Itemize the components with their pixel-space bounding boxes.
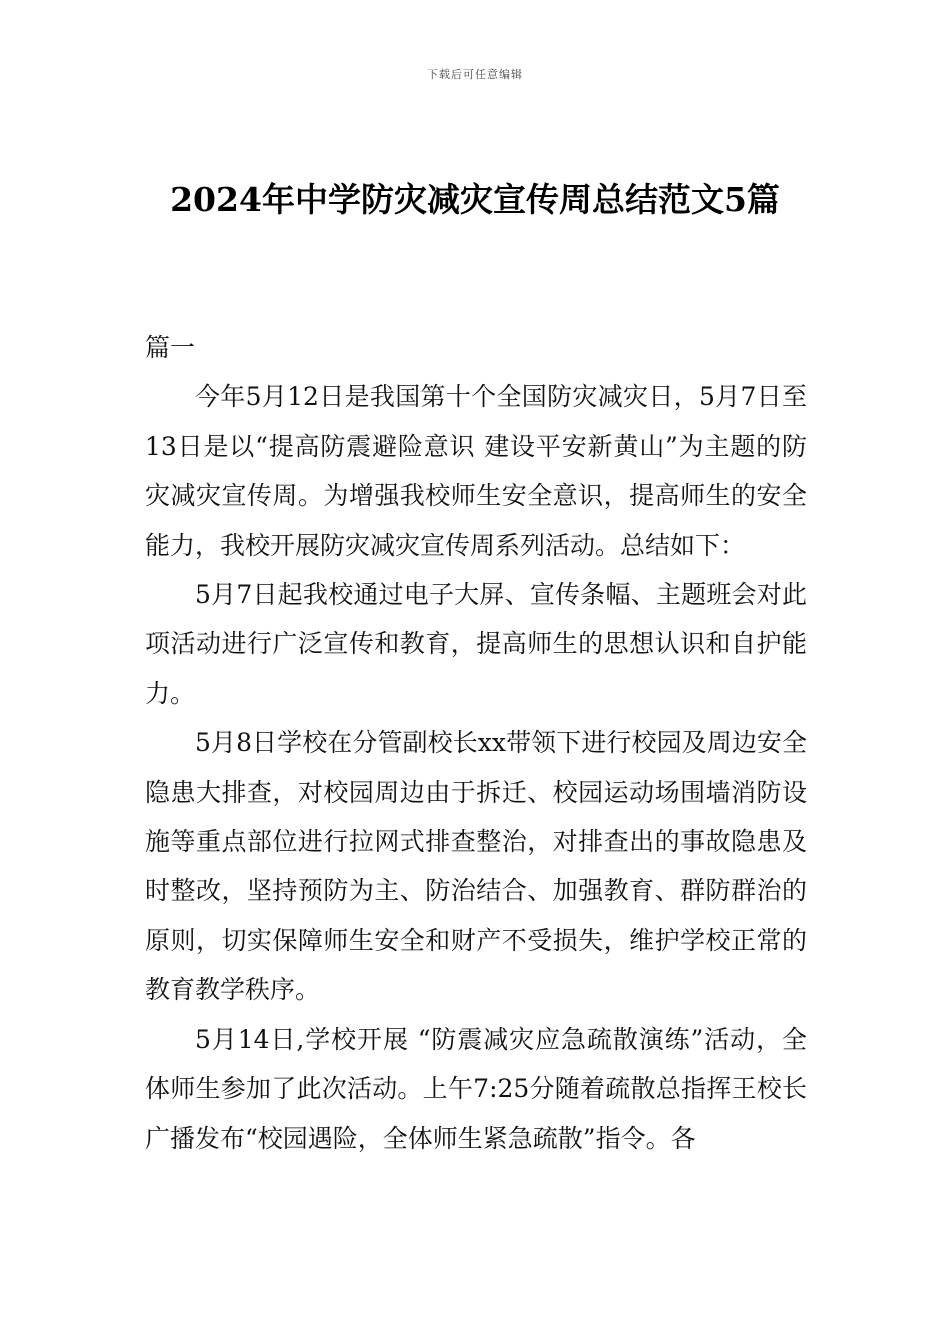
paragraph-4: 5月14日,学校开展 “防震减灾应急疏散演练”活动，全体师生参加了此次活动。上午7:25分随着疏散总指挥王校长广播发布“校园遇险，全体师生紧急疏散”指令。各 (145, 1024, 807, 1153)
paragraph-1: 今年5月12日是我国第十个全国防灾减灾日，5月7日至13日是以“提高防震避险意识 建设平安新黄山”为主题的防灾减灾宣传周。为增强我校师生安全意识，提高师生的安全能力，我校开展防灾减灾宣传周系列活动。总结如下： (145, 382, 807, 560)
paragraph-2: 5月7日起我校通过电子大屏、宣传条幅、主题班会对此项活动进行广泛宣传和教育，提高师生的思想认识和自护能力。 (145, 580, 807, 708)
paragraph-3: 5月8日学校在分管副校长xx带领下进行校园及周边安全隐患大排查，对校园周边由于拆迁、校园运动场围墙消防设施等重点部位进行拉网式排查整治，对排查出的事故隐患及时整改，坚持预防为主、防治结合、加强教育、群防群治的原则，切实保障师生安全和财产不受损失，维护学校正常的教育教学秩序。 (145, 728, 807, 1005)
header-note: 下载后可任意编辑 (427, 68, 523, 81)
document-title: 2024年中学防灾减灾宣传周总结范文5篇 (170, 180, 780, 219)
section-label: 篇一 (145, 333, 196, 362)
document-body (145, 323, 807, 1163)
